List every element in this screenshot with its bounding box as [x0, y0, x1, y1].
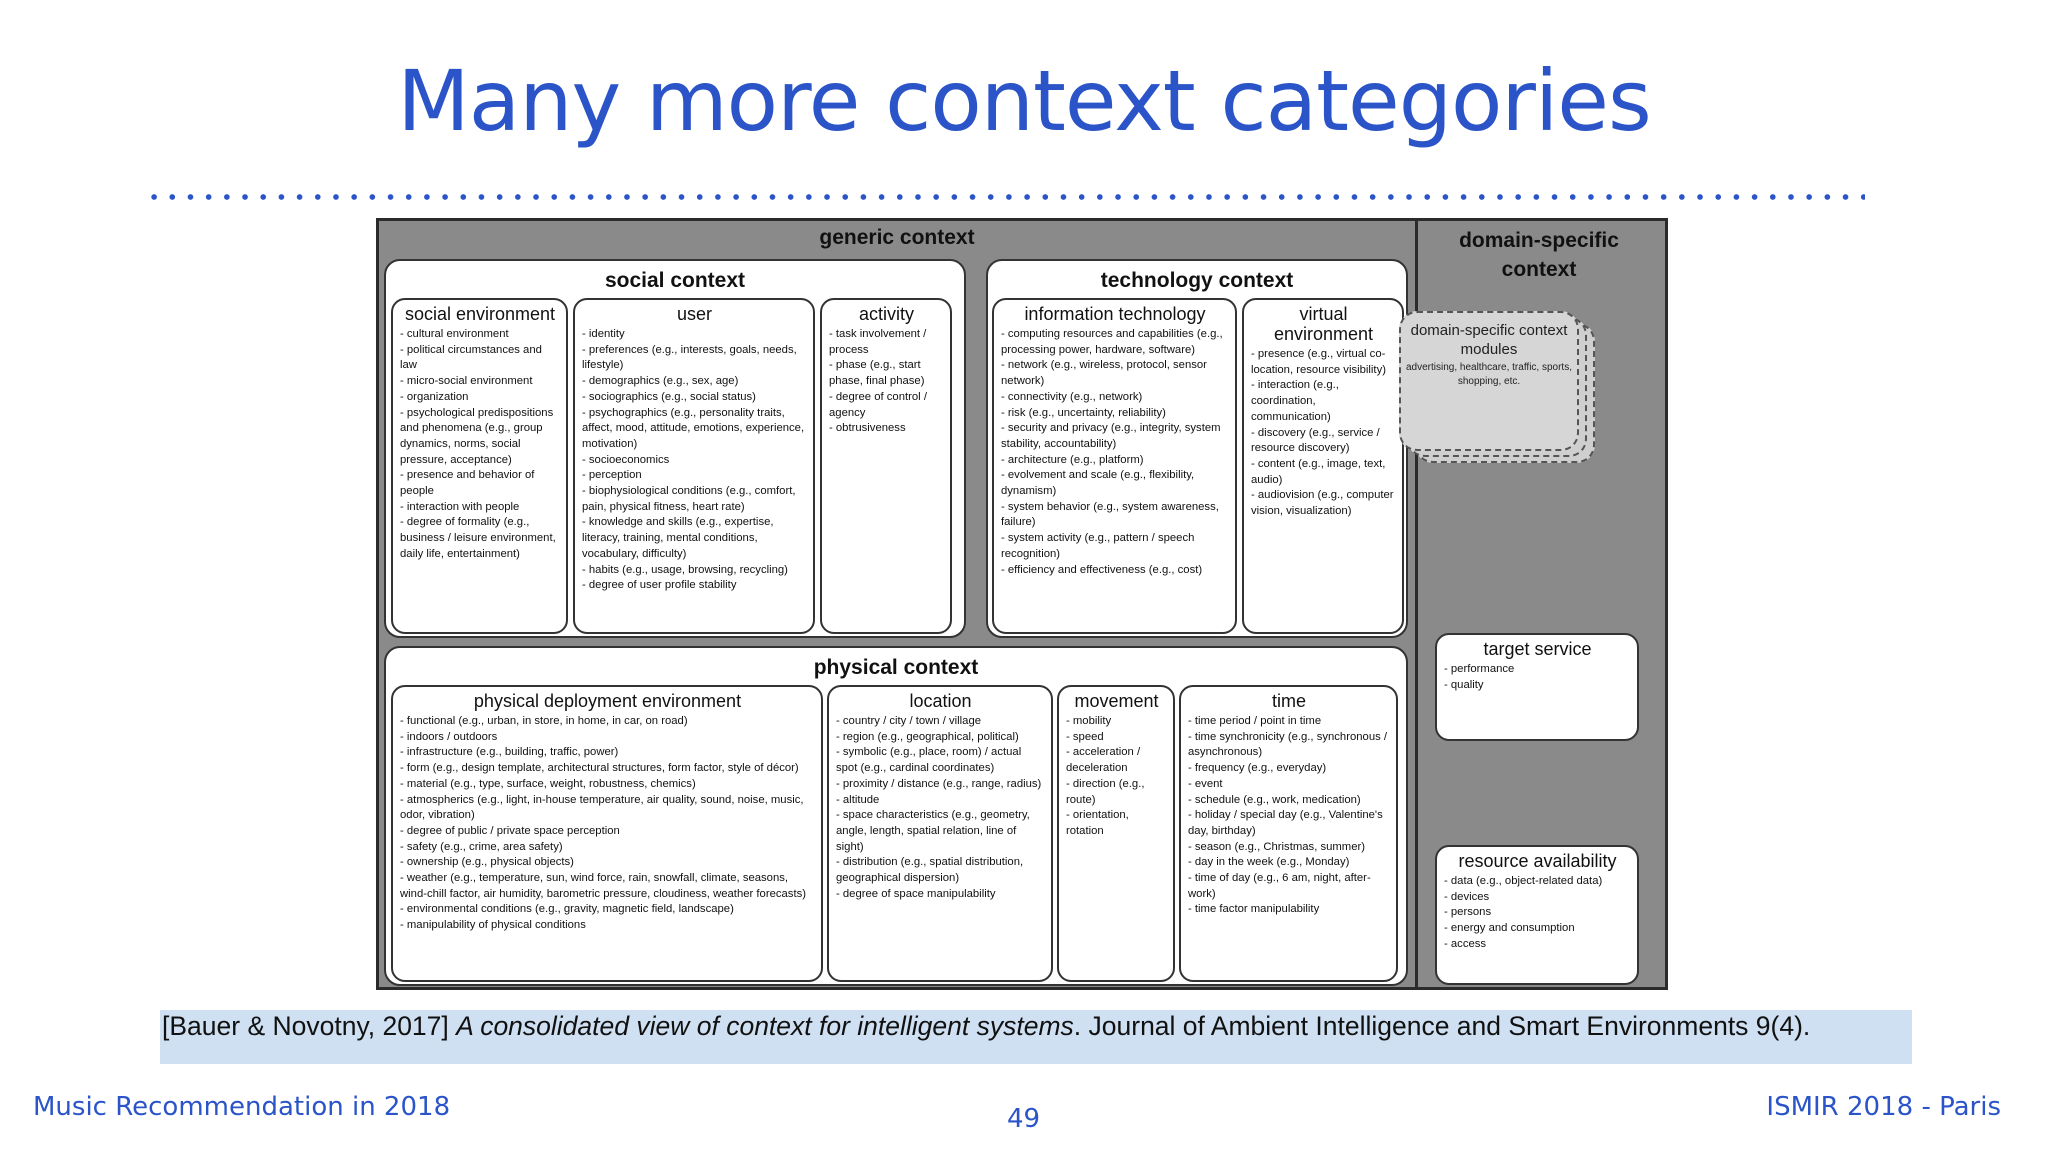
activity-box [820, 298, 952, 634]
context-modules-examples: advertising, healthcare, traffic, sports, shopping, etc. [1405, 362, 1572, 387]
slide-title: Many more context categories [397, 52, 1651, 150]
target-service-box [1435, 633, 1639, 741]
physical-context-box [384, 646, 1408, 986]
movement-box [1057, 685, 1175, 982]
physical-deployment-title: physical deployment environment [473, 691, 742, 711]
social-environment-title: social environment [404, 304, 556, 324]
information-technology-title: information technology [1024, 304, 1206, 324]
time-items: - time period / point in time - time synchronicity (e.g., synchronous / asynchronous) - frequency (e.g., everyday) - event - schedule (e.g., work, medication) - holiday / special day (e.g., Valentine's day, birthday) - season (e.g., Christmas, summer) - day in the week (e.g., Monday) - time of day (e.g., 6 am, night, after-work) - time factor manipulability [1188, 715, 1388, 916]
social-context-label: social context [604, 269, 746, 292]
citation-author: [Bauer & Novotny, 2017] [162, 1011, 457, 1041]
time-title: time [1271, 691, 1306, 711]
location-title: location [909, 691, 972, 711]
footer-conference: ISMIR 2018 - Paris [1766, 1092, 2001, 1122]
citation-title: A consolidated view of context for intelligent systems [456, 1011, 1074, 1041]
context-module-card-front [1399, 311, 1579, 451]
location-items: - country / city / town / village - region (e.g., geographical, political) - symbolic (e.g., place, room) / actual spot (e.g., cardinal coordinates) - proximity / distance (e.g., range, radius) - altitude - space characteristics (e.g., geometry, angle, length, spatial relation, line of sight) - distribution (e.g., spatial distribution, geographical dispersion) - degree of space manipulability [836, 715, 1042, 900]
activity-title: activity [858, 304, 914, 324]
resource-availability-items: - data (e.g., object-related data) - devices - persons - energy and consumption - access [1444, 875, 1603, 950]
context-figure [376, 218, 1668, 990]
target-service-items: - performance - quality [1444, 663, 1515, 691]
location-box [827, 685, 1053, 982]
domain-specific-context-label: domain-specific context [1459, 229, 1619, 281]
user-items: - identity - preferences (e.g., interests, goals, needs, lifestyle) - demographics (e.g., sex, age) - sociographics (e.g., social status) - psychographics (e.g., personality traits, affect, mood, attitude, emotions, experience, motivation) - socioeconomics - perception - biophysiological conditions (e.g., comfort, pain, physical fitness, heart rate) - knowledge and skills (e.g., expertise, literacy, training, mental conditions, vocabulary, difficulty) - habits (e.g., usage, browsing, recycling) - degree of user profile stability [582, 328, 805, 592]
physical-context-label: physical context [813, 656, 979, 679]
citation-text [162, 1010, 1902, 1043]
information-technology-box [992, 298, 1237, 634]
resource-availability-title: resource availability [1458, 851, 1617, 871]
technology-context-label: technology context [1100, 269, 1294, 292]
activity-items: - task involvement / process - phase (e.g., start phase, final phase) - degree of control / agency - obtrusiveness [829, 328, 927, 435]
movement-title: movement [1074, 691, 1159, 711]
footer-talk-title: Music Recommendation in 2018 [33, 1092, 451, 1122]
virtual-environment-items: - presence (e.g., virtual co-location, resource visibility) - interaction (e.g., coordination, communication) - discovery (e.g., service / resource discovery) - content (e.g., image, text, audio) - audiovision (e.g., computer vision, visualization) [1251, 348, 1394, 518]
virtual-environment-title: virtual environment [1273, 304, 1374, 344]
physical-deployment-box [391, 685, 823, 982]
movement-items: - mobility - speed - acceleration / deceleration - direction (e.g., route) - orientation, rotation [1066, 715, 1145, 837]
dotted-divider [145, 193, 1865, 201]
user-box [573, 298, 815, 634]
user-title: user [676, 304, 712, 324]
technology-context-box [986, 259, 1408, 638]
generic-context-label: generic context [819, 226, 975, 249]
information-technology-items: - computing resources and capabilities (e.g., processing power, hardware, software) - network (e.g., wireless, protocol, sensor network) - connectivity (e.g., network) - risk (e.g., uncertainty, reliability) - security and privacy (e.g., integrity, system stability, accountability) - architecture (e.g., platform) - evolvement and scale (e.g., flexibility, dynamism) - system behavior (e.g., system awareness, failure) - system activity (e.g., pattern / speech recognition) - efficiency and effectiveness (e.g., cost) [1001, 328, 1223, 576]
social-environment-items: - cultural environment - political circumstances and law - micro-social environment - organization - psychological predispositions and phenomena (e.g., group dynamics, norms, social pressure, acceptance) - presence and behavior of people - interaction with people - degree of formality (e.g., business / leisure environment, daily life, entertainment) [400, 328, 556, 560]
target-service-title: target service [1483, 639, 1592, 659]
resource-availability-box [1435, 845, 1639, 985]
page-number: 49 [1007, 1104, 1041, 1134]
citation-source: . Journal of Ambient Intelligence and Smart Environments 9(4). [1073, 1011, 1811, 1041]
social-environment-box [391, 298, 568, 634]
context-modules-title: domain-specific context modules [1410, 322, 1568, 358]
time-box [1179, 685, 1398, 982]
citation-highlight [160, 1010, 1912, 1064]
physical-deployment-items: - functional (e.g., urban, in store, in home, in car, on road) - indoors / outdoors - infrastructure (e.g., building, traffic, power) - form (e.g., design template, architectural structures, form factor, style of décor) - material (e.g., type, surface, weight, robustness, chemics) - atmospherics (e.g., light, in-house temperature, air quality, sound, noise, music, odor, vibration) - degree of public / private space perception - safety (e.g., crime, area safety) - ownership (e.g., physical objects) - weather (e.g., temperature, sun, wind force, rain, snowfall, climate, seasons, wind-chill factor, air humidity, barometric pressure, cloudiness, weather forecasts) - environmental conditions (e.g., gravity, magnetic field, landscape) - manipulability of physical conditions [400, 715, 807, 932]
social-context-box [384, 259, 966, 638]
virtual-environment-box [1242, 298, 1404, 634]
